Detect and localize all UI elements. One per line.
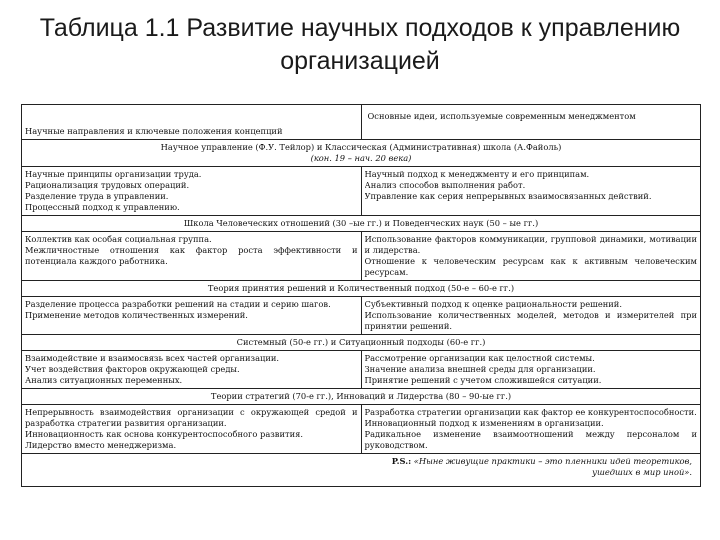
section-left-cell [22, 232, 362, 281]
page-title [0, 12, 720, 78]
section-left-cell [22, 297, 362, 335]
right-item: Радикальное изменение взаимоотношений между персоналом и руководством. [364, 429, 697, 450]
left-item: Разделение труда в управлении. [25, 191, 169, 201]
left-item: Коллектив как особая социальная группа. [25, 234, 212, 244]
ps-quote [22, 454, 701, 487]
section-title-text: Научное управление (Ф.У. Тейлор) и Классическая (Административная) школа (А.Файоль) [160, 142, 562, 152]
section-subtitle: (кон. 19 – нач. 20 века) [310, 153, 412, 163]
section-content-row [22, 232, 701, 281]
title-line-2: организацией [280, 47, 440, 75]
table-header-row [22, 105, 701, 140]
section-right-cell [361, 297, 701, 335]
section-title [22, 140, 701, 167]
section-title-row [22, 140, 701, 167]
left-item: Анализ ситуационных переменных. [25, 375, 183, 385]
ps-row [22, 454, 701, 487]
right-item: Инновационный подход к изменениям в организации. [364, 418, 604, 428]
header-right: Основные идеи, используемые современным менеджментом [361, 105, 701, 140]
section-title-row [22, 335, 701, 351]
section-left-cell [22, 351, 362, 389]
left-item: Взаимодействие и взаимосвязь всех частей организации. [25, 353, 280, 363]
right-item: Использование количественных моделей, методов и измерителей при принятии решений. [364, 310, 697, 331]
left-item: Межличностные отношения как фактор роста эффективности и потенциала каждого работника. [25, 245, 358, 266]
section-title-row [22, 389, 701, 405]
right-item: Принятие решений с учетом сложившейся ситуации. [364, 375, 602, 385]
right-item: Анализ способов выполнения работ. [364, 180, 526, 190]
right-item: Отношение к человеческим ресурсам как к активным человеческим ресурсам. [364, 256, 697, 277]
section-left-cell [22, 167, 362, 216]
section-left-cell [22, 405, 362, 454]
section-title-row [22, 281, 701, 297]
header-left: Научные направления и ключевые положения концепций [22, 105, 362, 140]
section-content-row [22, 167, 701, 216]
section-right-cell [361, 351, 701, 389]
right-item: Научный подход к менеджменту и его принципам. [364, 169, 590, 179]
ps-line-1: «Ныне живущие практики – это пленники идей теоретиков, [413, 456, 692, 466]
section-right-cell [361, 405, 701, 454]
left-item: Лидерство вместо менеджеризма. [25, 440, 177, 450]
right-item: Разработка стратегии организации как фактор ее конкурентоспособности. [364, 407, 697, 417]
section-title: Теория принятия решений и Количественный подход (50-е – 60-е гг.) [22, 281, 701, 297]
section-content-row [22, 297, 701, 335]
section-title-row [22, 216, 701, 232]
left-item: Научные принципы организации труда. [25, 169, 202, 179]
left-item: Разделение процесса разработки решений на стадии и серию шагов. [25, 299, 331, 309]
approaches-table [21, 104, 701, 487]
section-right-cell [361, 232, 701, 281]
section-content-row [22, 405, 701, 454]
ps-label: P.S.: [391, 456, 412, 466]
left-item: Учет воздействия факторов окружающей среды. [25, 364, 240, 374]
left-item: Рационализация трудовых операций. [25, 180, 190, 190]
left-item: Применение методов количественных измерений. [25, 310, 248, 320]
title-line-1: Таблица 1.1 Развитие научных подходов к управлению [39, 14, 681, 42]
ps-line-2: ушедших в мир иной». [592, 467, 692, 477]
left-item: Процессный подход к управлению. [25, 202, 180, 212]
section-title: Теории стратегий (70-е гг.), Инноваций и Лидерства (80 – 90-ые гг.) [22, 389, 701, 405]
section-title: Школа Человеческих отношений (30 –ые гг.) и Поведенческих наук (50 – ые гг.) [22, 216, 701, 232]
right-item: Значение анализа внешней среды для организации. [364, 364, 596, 374]
left-item: Непрерывность взаимодействия организации с окружающей средой и разработка стратегии развития организации. [25, 407, 358, 428]
right-item: Субъективный подход к оценке рациональности решений. [364, 299, 622, 309]
section-content-row [22, 351, 701, 389]
right-item: Рассмотрение организации как целостной системы. [364, 353, 595, 363]
section-title: Системный (50-е гг.) и Ситуационный подходы (60-е гг.) [22, 335, 701, 351]
section-right-cell [361, 167, 701, 216]
right-item: Использование факторов коммуникации, групповой динамики, мотивации и лидерства. [364, 234, 697, 255]
right-item: Управление как серия непрерывных взаимосвязанных действий. [364, 191, 652, 201]
left-item: Инновационность как основа конкурентоспособного развития. [25, 429, 303, 439]
